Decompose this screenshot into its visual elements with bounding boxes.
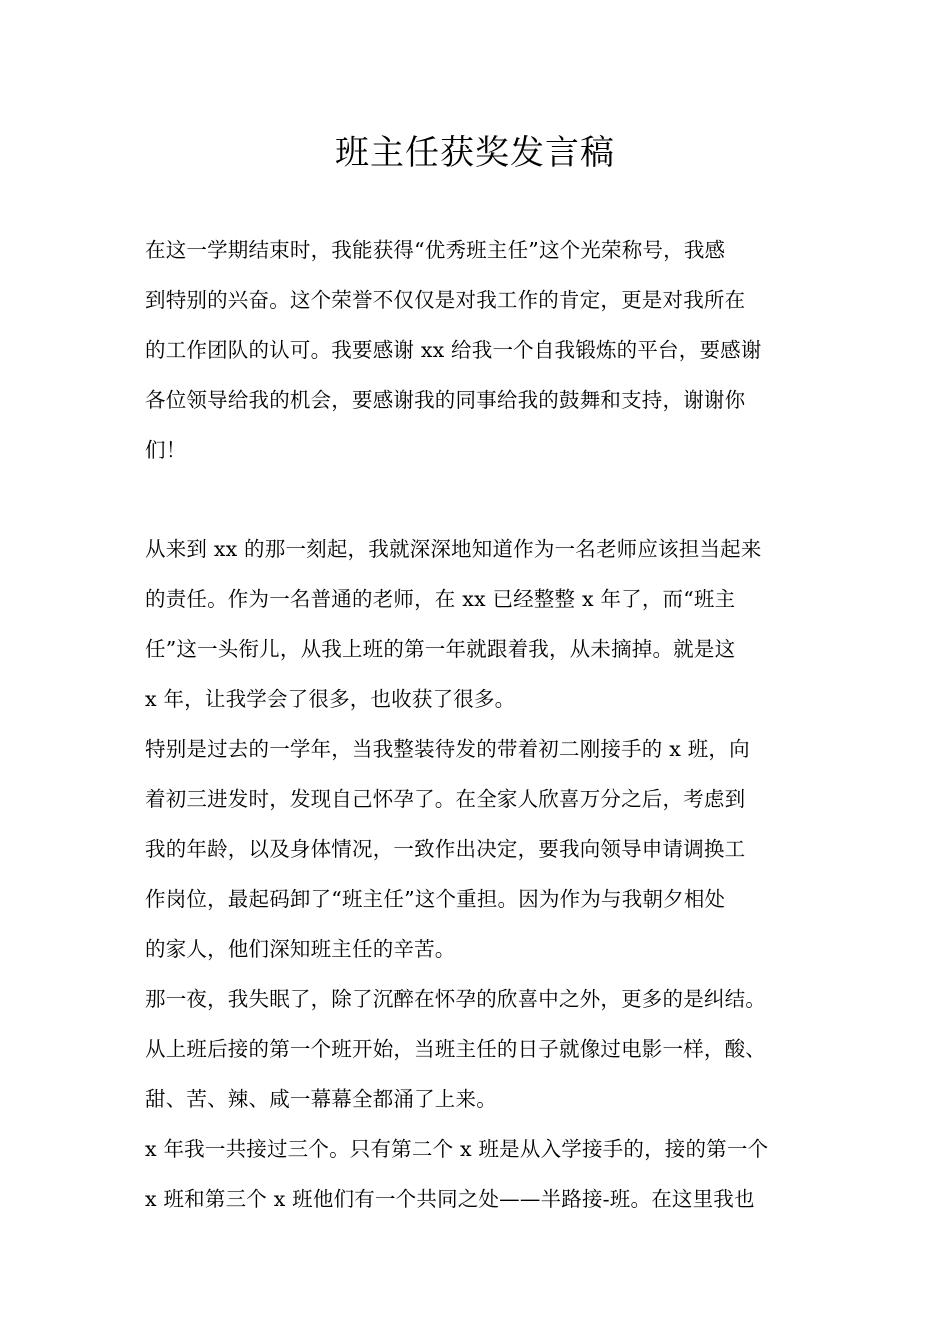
body-line: 的家人，他们深知班主任的辛苦。 [145,937,456,961]
body-line: 各位领导给我的机会，要感谢我的同事给我的鼓舞和支持，谢谢你 [145,388,746,412]
body-line: 作岗位，最起码卸了“班主任”这个重担。因为作为与我朝夕相处 [145,887,726,911]
body-line: 的工作团队的认可。我要感谢 xx 给我一个自我锻炼的平台，要感谢 [145,338,762,362]
body-line: 我的年龄，以及身体情况，一致作出决定，要我向领导申请调换工 [145,837,746,861]
body-line: 那一夜，我失眠了，除了沉醉在怀孕的欣喜中之外，更多的是纠结。 [145,987,766,1011]
body-line: 从上班后接的第一个班开始，当班主任的日子就像过电影一样，酸、 [145,1037,766,1061]
document-title: 班主任获奖发言稿 [335,133,615,173]
body-line: x 年我一共接过三个。只有第二个 x 班是从入学接手的，接的第一个 [145,1137,769,1161]
body-line: 着初三进发时，发现自己怀孕了。在全家人欣喜万分之后，考虑到 [145,787,746,811]
body-line: 甜、苦、辣、咸一幕幕全都涌了上来。 [145,1087,497,1111]
body-line: x 年，让我学会了很多，也收获了很多。 [145,687,516,711]
body-line: 任”这一头衔儿，从我上班的第一年就跟着我，从未摘掉。就是这 [145,637,736,661]
body-line: 到特别的兴奋。这个荣誉不仅仅是对我工作的肯定，更是对我所在 [145,288,746,312]
body-line: x 班和第三个 x 班他们有一个共同之处——半路接-班。在这里我也 [145,1187,755,1211]
body-line: 们！ [145,438,187,462]
body-line: 从来到 xx 的那一刻起，我就深深地知道作为一名老师应该担当起来 [145,537,762,561]
body-line: 特别是过去的一学年，当我整装待发的带着初二刚接手的 x 班，向 [145,737,750,761]
body-line: 在这一学期结束时，我能获得“优秀班主任”这个光荣称号，我感 [145,238,726,262]
body-line: 的责任。作为一名普通的老师，在 xx 已经整整 x 年了，而“班主 [145,587,736,611]
